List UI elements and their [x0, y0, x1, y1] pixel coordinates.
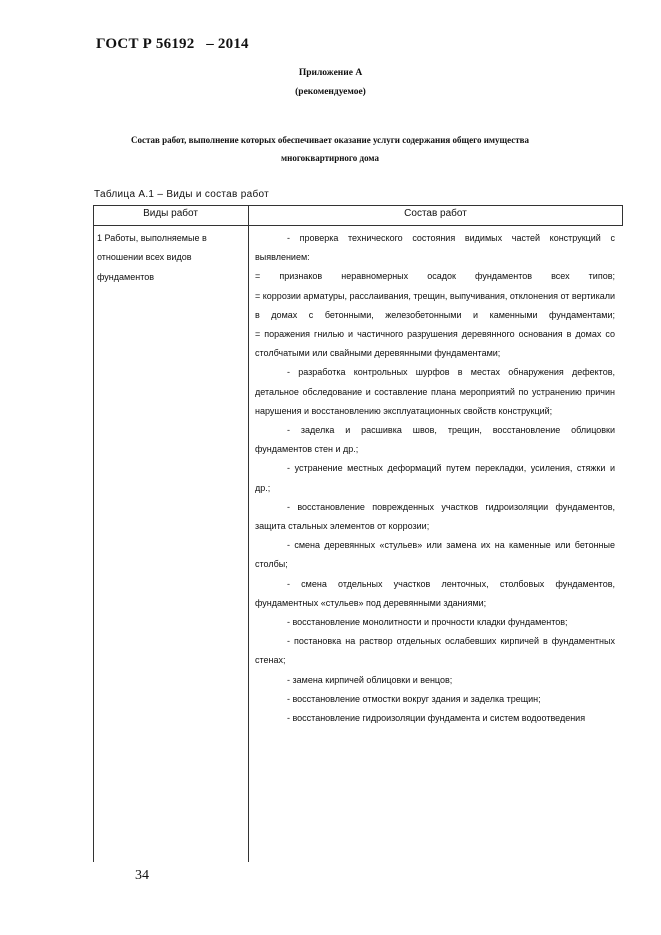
work-item: = коррозии арматуры, расслаивания, трещин, выпучивания, отклонения от вертикали в домах с бетонными, железобетонными и каменными фундаментами; — [255, 290, 615, 320]
work-item: = признаков неравномерных осадок фундаментов всех типов; — [255, 271, 615, 282]
appendix-status: (рекомендуемое) — [295, 87, 366, 97]
table-border-top — [93, 205, 623, 206]
table-header-kind: Виды работ — [143, 208, 198, 219]
work-item: - восстановление гидроизоляции фундамента и систем водоотведения — [287, 713, 586, 724]
work-item: - устранение местных деформаций путем перекладки, усиления, стяжки и др.; — [255, 463, 615, 493]
work-item: - постановка на раствор отдельных ослабевших кирпичей в фундаментных стенах; — [255, 636, 615, 666]
table-border-left — [93, 205, 94, 862]
work-item: - замена кирпичей облицовки и венцов; — [287, 674, 453, 685]
work-item: - смена деревянных «стульев» или замена их на каменные или бетонные столбы; — [255, 540, 615, 570]
table-header-composition: Состав работ — [404, 208, 467, 219]
work-item: - восстановление поврежденных участков гидроизоляции фундаментов, защита стальных элементов от коррозии; — [255, 501, 615, 532]
work-item: - заделка и расшивка швов, трещин, восстановление облицовки фундаментов стен и др.; — [255, 425, 615, 455]
document-header-standard: ГОСТ Р 56192 – 2014 — [96, 36, 249, 52]
work-item: - восстановление отмостки вокруг здания и заделка трещин; — [287, 693, 541, 704]
table-cell-composition — [255, 229, 615, 728]
table-column-divider — [248, 205, 249, 862]
appendix-title: Приложение А — [298, 68, 363, 78]
section-title: Состав работ, выполнение которых обеспечивает оказание услуги содержания общего имущества многоквартирного дома — [130, 135, 530, 163]
work-item: - разработка контрольных шурфов в местах обнаружения дефектов, детальное обследование и составление плана мероприятий по устранению причин нарушения и восстановлению эксплуатационных свойств конструкций; — [255, 367, 615, 416]
work-item: - восстановление монолитности и прочности кладки фундаментов; — [287, 617, 568, 628]
work-item: = поражения гнилью и частичного разрушения деревянного основания в домах со столбчатыми или свайными деревянными фундаментами; — [255, 329, 615, 359]
table-border-right — [622, 205, 623, 225]
work-item: - проверка технического состояния видимых частей конструкций с выявлением: — [255, 233, 615, 263]
table-caption: Таблица А.1 – Виды и состав работ — [94, 189, 270, 200]
works-table — [93, 205, 623, 862]
page-number: 34 — [135, 868, 149, 883]
work-item: - смена отдельных участков ленточных, столбовых фундаментов, фундаментных «стульев» под деревянными зданиями; — [255, 578, 615, 608]
table-header-divider — [93, 225, 623, 226]
table-cell-kind: 1 Работы, выполняемые в отношении всех видов фундаментов — [97, 233, 207, 282]
